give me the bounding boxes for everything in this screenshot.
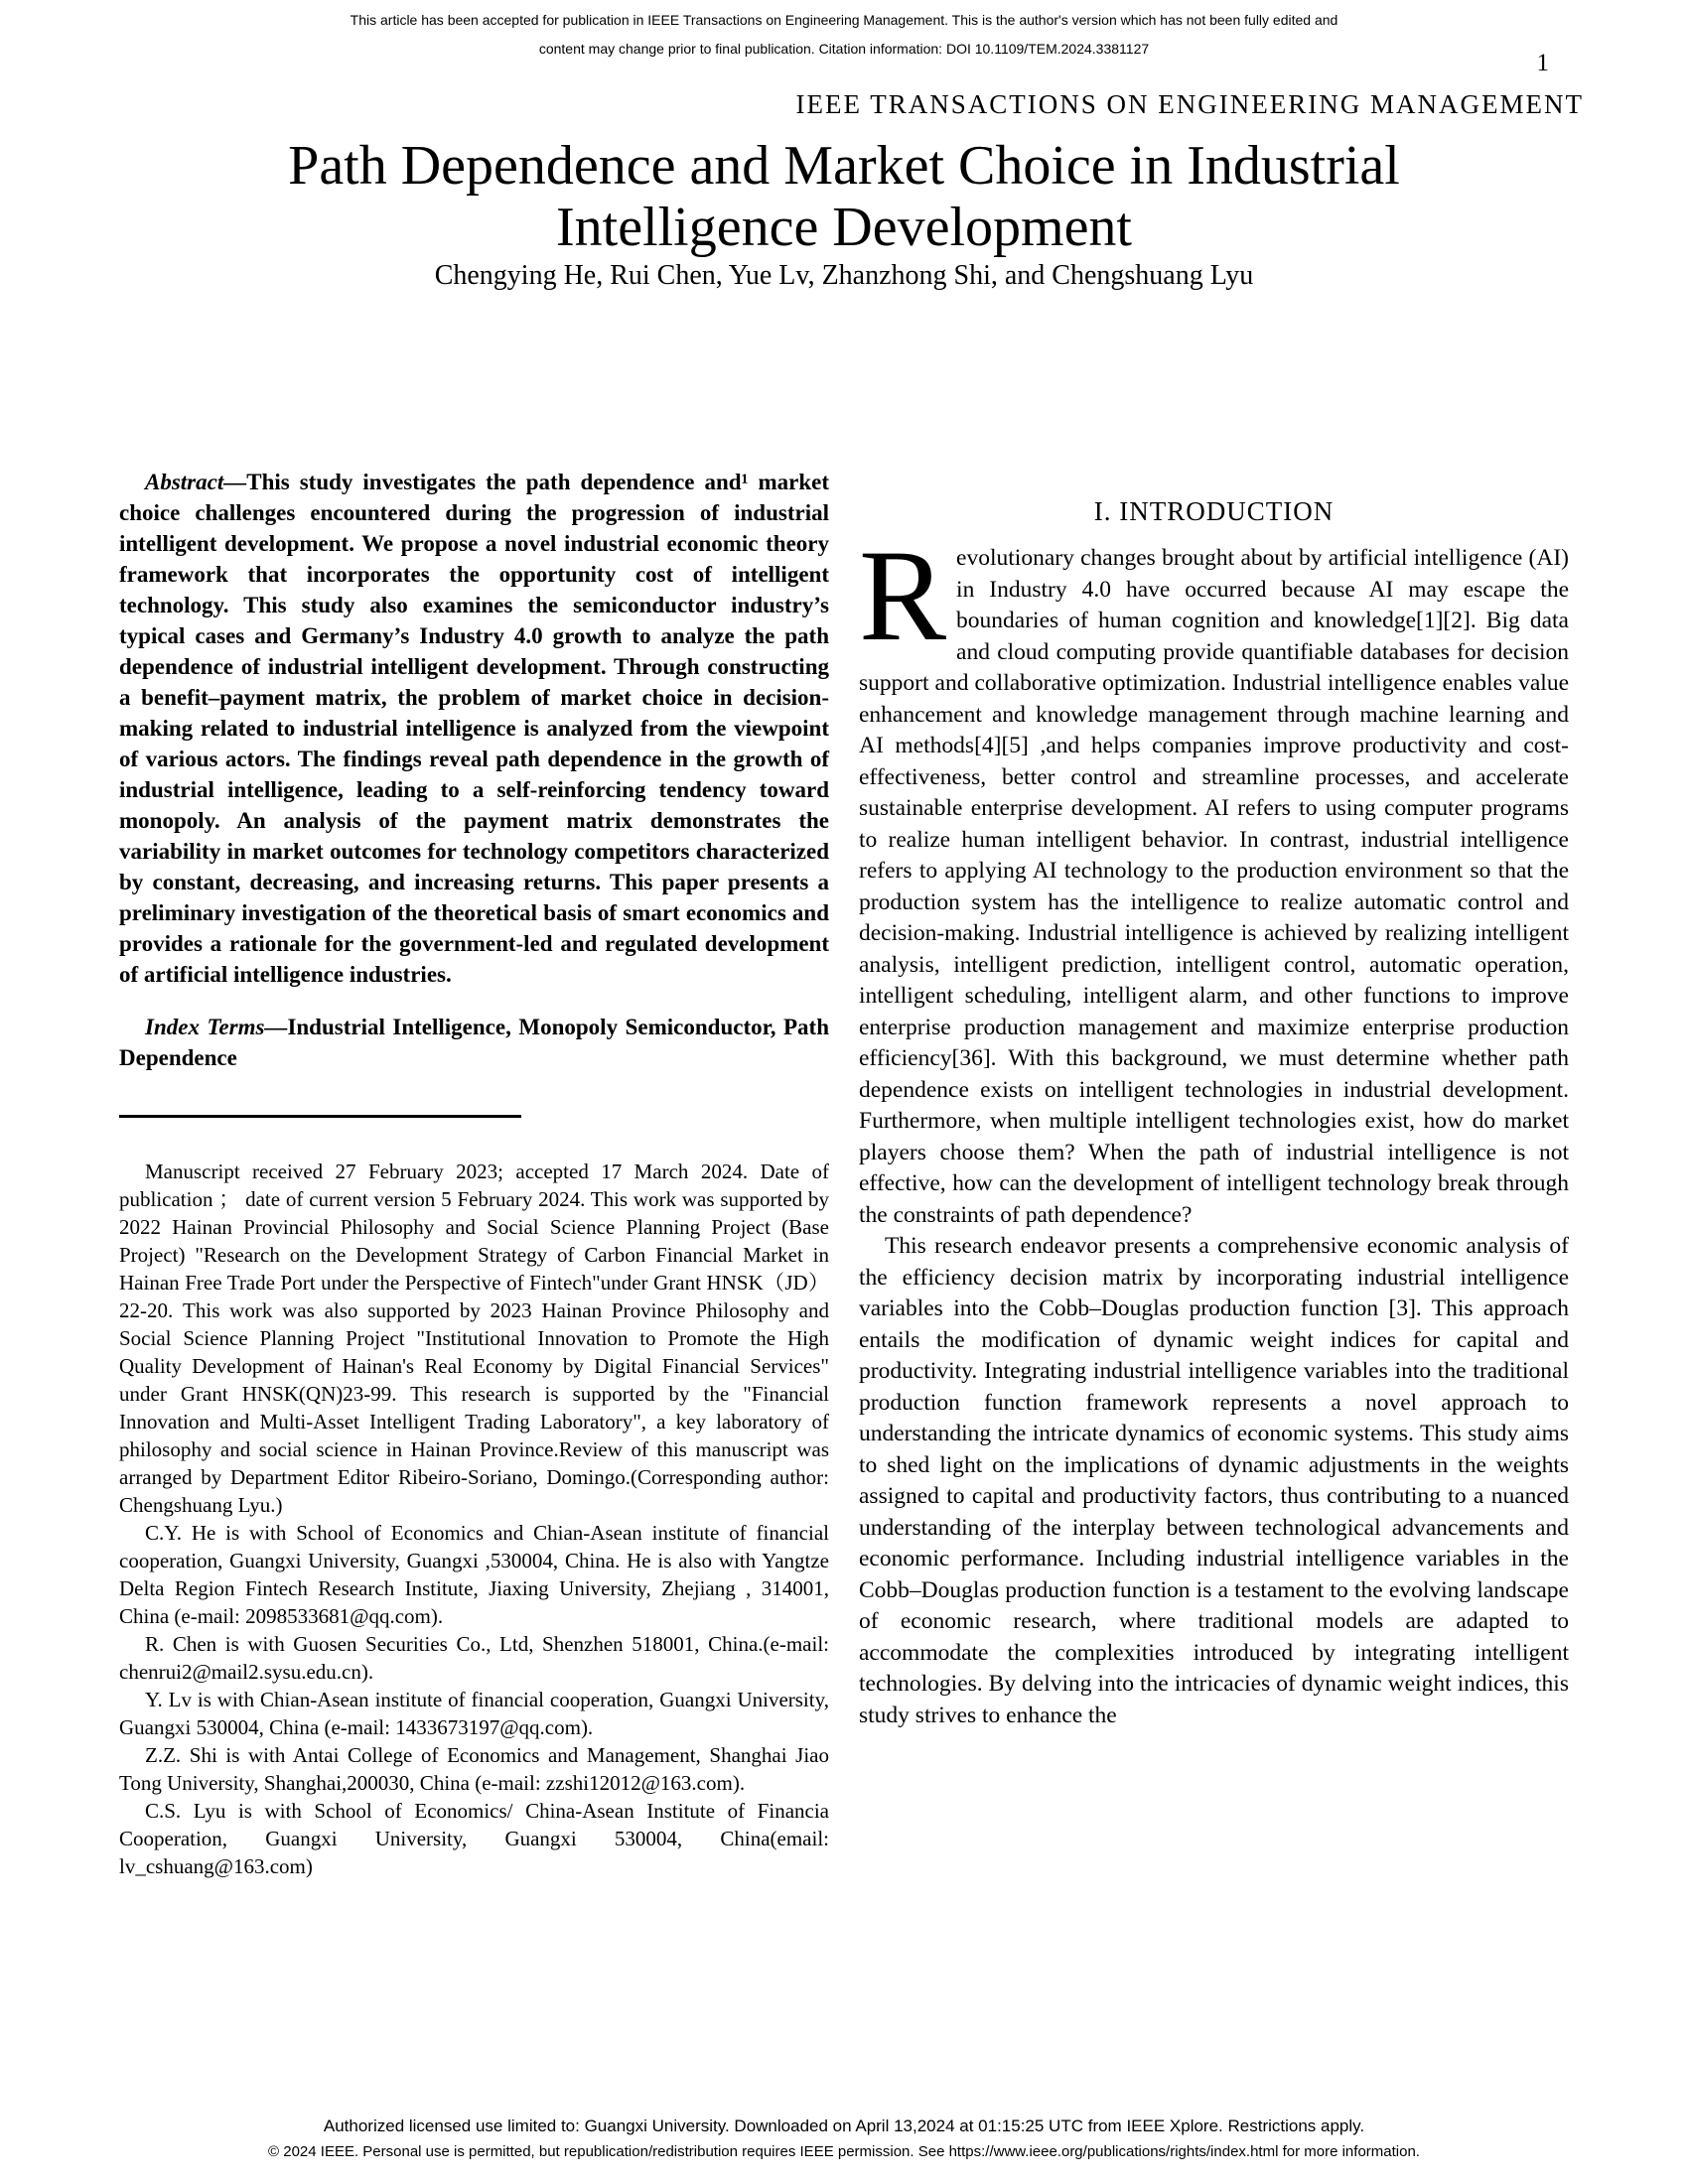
- paper-title: Path Dependence and Market Choice in Industrial Intelligence Development: [288, 135, 1400, 258]
- index-terms-text: Industrial Intelligence, Monopoly Semiconductor, Path Dependence: [119, 1015, 829, 1070]
- index-terms-label: Index Terms—: [145, 1015, 288, 1039]
- affiliation-he: C.Y. He is with School of Economics and Chian-Asean institute of financial cooperation, Guangxi University, Guangxi ,530004, China. He is also with Yangtze Delta Region Fintech Research Institute, Jiaxing University, Zhejiang , 314001, China (e-mail: 2098533681@qq.com).: [119, 1521, 829, 1628]
- page-number: 1: [1536, 50, 1549, 76]
- affiliation-lyu: C.S. Lyu is with School of Economics/ China-Asean Institute of Financia Cooperation, Guangxi University, Guangxi 530004, China(email: lv_cshuang@163.com): [119, 1799, 829, 1878]
- license-footer: [0, 2113, 1688, 2164]
- authors-byline: Chengying He, Rui Chen, Yue Lv, Zhanzhong Shi, and Chengshuang Lyu: [434, 260, 1254, 291]
- intro-paragraph-2: This research endeavor presents a comprehensive economic analysis of the efficiency decision matrix by incorporating industrial intelligence variables into the Cobb–Douglas production function [3]. This approach entails the modification of dynamic weight indices for capital and productivity. Integrating industrial intelligence variables into the traditional production function framework represents a novel approach to understanding the intricate dynamics of economic systems. This study aims to shed light on the implications of dynamic adjustments in the weights assigned to capital and productivity factors, thus contributing to a nuanced understanding of the interplay between technological advancements and economic performance. Including industrial intelligence variables in the Cobb–Douglas production function is a testament to the evolving landscape of economic research, where traditional models are adapted to accommodate the complexities introduced by integrating intelligent technologies. By delving into the intricacies of dynamic weight indices, this study strives to enhance the: [859, 1233, 1569, 1728]
- affiliation-chen: R. Chen is with Guosen Securities Co., Ltd, Shenzhen 518001, China.(e-mail: chenrui2@mail2.sysu.edu.cn).: [119, 1632, 829, 1684]
- journal-running-head: IEEE TRANSACTIONS ON ENGINEERING MANAGEMENT: [795, 89, 1584, 119]
- abstract-text: This study investigates the path dependence and¹ market choice challenges encountered during the progression of industrial intelligent development. We propose a novel industrial economic theory framework that incorporates the opportunity cost of intelligent technology. This study also examines the semiconductor industry’s typical cases and Germany’s Industry 4.0 growth to analyze the path dependence of industrial intelligent development. Through constructing a benefit–payment matrix, the problem of market choice in decision-making related to industrial intelligence is analyzed from the viewpoint of various actors. The findings reveal path dependence in the growth of industrial intelligence, leading to a self-reinforcing tendency toward monopoly. An analysis of the payment matrix demonstrates the variability in market outcomes for technology competitors characterized by constant, decreasing, and increasing returns. This paper presents a preliminary investigation of the theoretical basis of smart economics and provides a rationale for the government-led and regulated development of artificial intelligence industries.: [119, 470, 829, 987]
- first-page-footnotes: [119, 1158, 829, 1880]
- funding-note: Manuscript received 27 February 2023; accepted 17 March 2024. Date of publication ； date of current version 5 February 2024. This work was supported by 2022 Hainan Provincial Philosophy and Social Science Planning Project (Base Project) "Research on the Development Strategy of Carbon Financial Market in Hainan Free Trade Port under the Perspective of Fintech"under Grant HNSK（JD）22-20. This work was also supported by 2023 Hainan Province Philosophy and Social Science Planning Project "Institutional Innovation to Promote the High Quality Development of Hainan's Real Economy by Digital Financial Services" under Grant HNSK(QN)23-99. This research is supported by the "Financial Innovation and Multi-Asset Intelligent Trading Laboratory", a key laboratory of philosophy and social science in Hainan Province.Review of this manuscript was arranged by Department Editor Ribeiro-Soriano, Domingo.(Corresponding author: Chengshuang Lyu.): [119, 1160, 829, 1517]
- right-column: [859, 467, 1569, 2075]
- abstract-label: Abstract—: [145, 470, 247, 494]
- license-footer-line2: © 2024 IEEE. Personal use is permitted, but republication/redistribution requires IEEE permission. See https://www.ieee.org/publications/rights/index.html for more information.: [268, 2143, 1420, 2160]
- intro-paragraph-1: [859, 522, 1569, 1231]
- acceptance-notice: [0, 6, 1688, 64]
- affiliation-lv: Y. Lv is with Chian-Asean institute of financial cooperation, Guangxi University, Guangxi 530004, China (e-mail: 1433673197@qq.com).: [119, 1688, 829, 1739]
- two-column-body: [119, 467, 1569, 2075]
- index-terms-paragraph: [119, 1012, 829, 1073]
- left-column: [119, 467, 829, 2075]
- intro-paragraph-1-text: evolutionary changes brought about by artificial intelligence (AI) in Industry 4.0 have occurred because AI may escape the boundaries of human cognition and knowledge[1][2]. Big data and cloud computing provide quantifiable databases for decision support and collaborative optimization. Industrial intelligence enables value enhancement and knowledge management through machine learning and AI methods[4][5] ,and helps companies improve productivity and cost-effectiveness, better control and streamline processes, and accelerate sustainable enterprise development. AI refers to using computer programs to realize human intelligent behavior. In contrast, industrial intelligence refers to applying AI technology to the production environment so that the production system has the intelligence to realize automatic control and decision-making. Industrial intelligence is achieved by realizing intelligent analysis, intelligent prediction, intelligent control, automatic operation, intelligent scheduling, intelligent alarm, and other functions to improve enterprise production management and maximize enterprise production efficiency[36]. With this background, we must determine whether path dependence exists on intelligent technologies in industrial development. Furthermore, when multiple intelligent technologies exist, how do market players choose them? When the path of industrial intelligence is not effective, how can the development of intelligent technology break through the constraints of path dependence?: [859, 545, 1569, 1228]
- affiliation-shi: Z.Z. Shi is with Antai College of Economics and Management, Shanghai Jiao Tong University, Shanghai,200030, China (e-mail: zzshi12012@163.com).: [119, 1743, 829, 1795]
- abstract-paragraph: [119, 467, 829, 990]
- license-footer-line1: Authorized licensed use limited to: Guangxi University. Downloaded on April 13,2024 at 01:15:25 UTC from IEEE Xplore. Restrictions apply.: [323, 2116, 1365, 2135]
- section-heading-introduction: I. INTRODUCTION: [1093, 496, 1335, 526]
- footnote-separator-rule: [119, 1115, 521, 1118]
- acceptance-notice-line2: content may change prior to final publication. Citation information: DOI 10.1109/TEM.2024.3381127: [538, 41, 1150, 57]
- drop-cap-letter: R: [859, 522, 947, 668]
- acceptance-notice-line1: This article has been accepted for publication in IEEE Transactions on Engineering Management. This is the author's version which has not been fully edited and: [350, 12, 1338, 28]
